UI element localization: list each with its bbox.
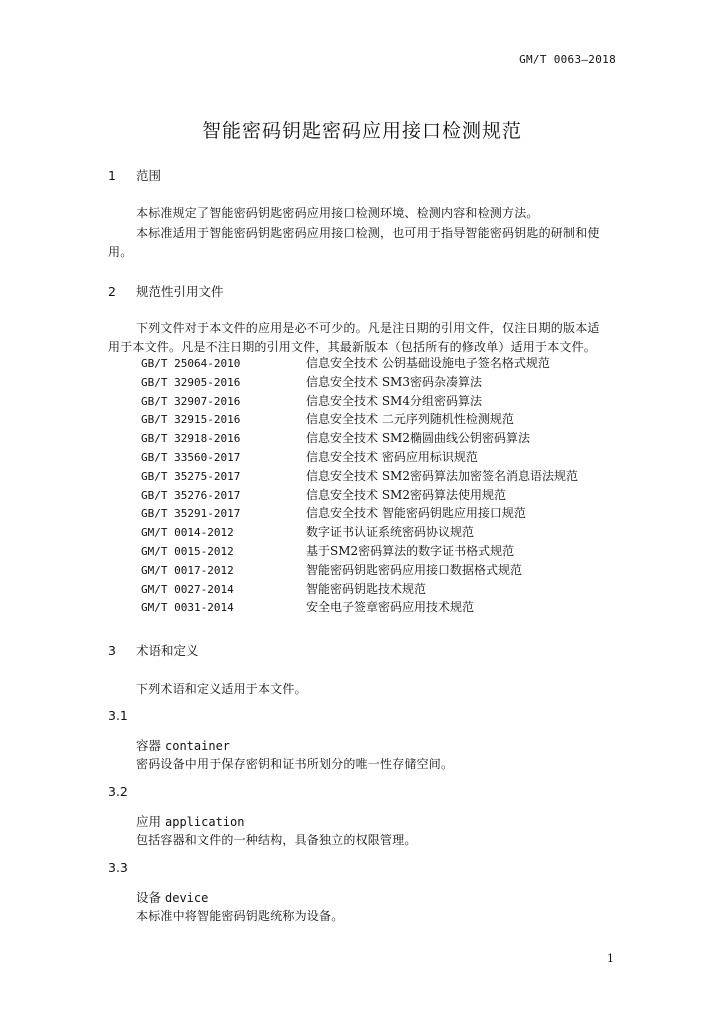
reference-code: GB/T 35291-2017 xyxy=(141,507,241,521)
term-heading xyxy=(136,812,244,830)
section-2-intro-cont: 用于本文件。凡是不注日期的引用文件，其最新版本（包括所有的修改单）适用于本文件。 xyxy=(108,340,597,354)
clause-number: 3.1 xyxy=(108,708,128,723)
section-2-intro: 下列文件对于本文件的应用是必不可少的。凡是注日期的引用文件，仅注日期的版本适 xyxy=(136,321,600,335)
reference-row xyxy=(141,467,578,486)
term-en: device xyxy=(165,891,209,905)
reference-row xyxy=(141,523,578,542)
section-1-paragraph-2-cont: 用。 xyxy=(108,245,133,259)
section-title: 术语和定义 xyxy=(136,643,199,658)
section-number: 3 xyxy=(108,643,116,658)
section-number: 1 xyxy=(108,168,116,183)
section-1-paragraph-1: 本标准规定了智能密码钥匙密码应用接口检测环境、检测内容和检测方法。 xyxy=(136,206,539,220)
reference-code: GM/T 0015-2012 xyxy=(141,544,234,558)
reference-code: GB/T 33560-2017 xyxy=(141,450,241,464)
reference-row xyxy=(141,542,578,561)
reference-row xyxy=(141,448,578,467)
reference-name: 安全电子签章密码应用技术规范 xyxy=(306,600,475,615)
reference-name: 基于SM2密码算法的数字证书格式规范 xyxy=(306,543,515,558)
term-heading xyxy=(136,888,208,906)
clause-number: 3.2 xyxy=(108,784,128,799)
term-zh: 应用 xyxy=(136,814,162,829)
reference-row xyxy=(141,354,578,373)
section-2-heading xyxy=(108,282,224,300)
reference-code: GM/T 0017-2012 xyxy=(141,563,234,577)
term-definition: 包括容器和文件的一种结构，具备独立的权限管理。 xyxy=(136,833,417,847)
reference-name: 信息安全技术 公钥基础设施电子签名格式规范 xyxy=(306,356,550,370)
term-zh: 容器 xyxy=(136,738,162,753)
reference-name: 信息安全技术 二元序列随机性检测规范 xyxy=(306,412,514,427)
reference-code: GM/T 0031-2014 xyxy=(141,601,234,615)
section-title: 范围 xyxy=(136,168,162,183)
reference-name: 信息安全技术 SM4分组密码算法 xyxy=(306,393,482,408)
section-3-heading xyxy=(108,641,199,659)
section-title: 规范性引用文件 xyxy=(136,284,224,299)
reference-row xyxy=(141,561,578,580)
reference-code: GB/T 32907-2016 xyxy=(141,394,241,408)
reference-name: 信息安全技术 SM3密码杂凑算法 xyxy=(306,374,482,389)
reference-name: 信息安全技术 密码应用标识规范 xyxy=(306,449,478,464)
document-id-header: GM/T 0063—2018 xyxy=(519,53,616,66)
reference-row xyxy=(141,429,578,448)
reference-row xyxy=(141,486,578,505)
reference-name: 信息安全技术 智能密码钥匙应用接口规范 xyxy=(306,506,526,521)
section-3-intro: 下列术语和定义适用于本文件。 xyxy=(136,682,307,696)
reference-code: GM/T 0027-2014 xyxy=(141,582,234,596)
reference-code: GB/T 32915-2016 xyxy=(141,413,241,427)
term-en: application xyxy=(165,815,245,829)
reference-name: 智能密码钥匙密码应用接口数据格式规范 xyxy=(306,562,523,577)
reference-row xyxy=(141,392,578,411)
reference-row xyxy=(141,504,578,523)
term-zh: 设备 xyxy=(136,890,162,905)
term-heading xyxy=(136,736,230,754)
reference-code: GB/T 32918-2016 xyxy=(141,432,241,446)
reference-code: GB/T 35275-2017 xyxy=(141,469,241,483)
reference-row xyxy=(141,410,578,429)
clause-number: 3.3 xyxy=(108,860,128,875)
reference-code: GB/T 25064-2010 xyxy=(141,357,241,370)
reference-code: GB/T 35276-2017 xyxy=(141,488,241,502)
page-number: 1 xyxy=(607,952,614,965)
term-definition: 密码设备中用于保存密钥和证书所划分的唯一性存储空间。 xyxy=(136,757,454,771)
normative-reference-list xyxy=(141,354,578,617)
reference-name: 智能密码钥匙技术规范 xyxy=(306,581,427,596)
section-1-paragraph-2: 本标准适用于智能密码钥匙密码应用接口检测，也可用于指导智能密码钥匙的研制和使 xyxy=(136,226,600,240)
document-title: 智能密码钥匙密码应用接口检测规范 xyxy=(201,120,522,142)
reference-row xyxy=(141,373,578,392)
reference-name: 信息安全技术 SM2密码算法使用规范 xyxy=(306,487,506,502)
reference-code: GB/T 32905-2016 xyxy=(141,375,241,389)
term-definition: 本标准中将智能密码钥匙统称为设备。 xyxy=(136,909,344,923)
reference-name: 数字证书认证系统密码协议规范 xyxy=(306,525,475,540)
section-1-heading xyxy=(108,166,161,184)
reference-name: 信息安全技术 SM2椭圆曲线公钥密码算法 xyxy=(306,431,530,446)
term-en: container xyxy=(165,739,231,753)
reference-code: GM/T 0014-2012 xyxy=(141,526,234,540)
reference-row xyxy=(141,598,578,617)
section-number: 2 xyxy=(108,284,116,299)
reference-name: 信息安全技术 SM2密码算法加密签名消息语法规范 xyxy=(306,468,578,483)
reference-row xyxy=(141,580,578,599)
